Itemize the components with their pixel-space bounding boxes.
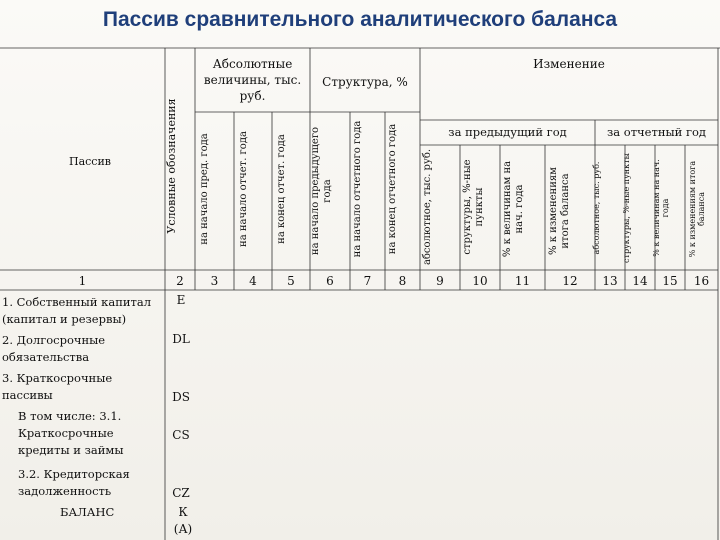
- header-prev-year: за предыдущий год: [448, 125, 567, 139]
- col-number-14: 14: [632, 274, 648, 288]
- table-row-code: DS: [172, 390, 190, 404]
- col-number-9: 9: [436, 274, 444, 288]
- page-title: Пассив сравнительного аналитического баланса: [102, 8, 618, 31]
- col-abs-3: на конец отчет. года: [276, 134, 287, 244]
- table-row-label: 1. Собственный капитал (капитал и резервы): [2, 295, 152, 326]
- col-number-11: 11: [514, 274, 531, 288]
- header-absolute: Абсолютные величины, тыс. руб.: [203, 57, 302, 103]
- col-str-1: на начало предыдущего года: [310, 126, 333, 256]
- col-prev-1: абсолютное, тыс. руб.: [422, 148, 433, 266]
- col-number-2: 2: [176, 274, 184, 288]
- table-row-label: 3.2. Кредиторская задолженность: [18, 467, 130, 498]
- col-number-3: 3: [210, 274, 219, 288]
- header-structure: Структура, %: [322, 75, 408, 89]
- col-prev-2: структуры, %-ные пункты: [462, 159, 485, 255]
- table-row-label: В том числе: 3.1. Краткосрочные кредиты и займы: [18, 409, 124, 457]
- header-report-year: за отчетный год: [606, 125, 706, 139]
- col-rep-2: структуры, %-ные пункты: [622, 153, 631, 263]
- col-number-16: 16: [693, 274, 710, 288]
- header-change: Изменение: [533, 57, 605, 71]
- col-rep-1: абсолютное, тыс. руб.: [592, 161, 601, 255]
- header-conditional: Условные обозначения: [165, 98, 178, 234]
- col-number-4: 4: [249, 274, 257, 288]
- col-str-3: на конец отчетного года: [387, 123, 398, 255]
- col-prev-4: % к изменениям итога баланса: [548, 167, 571, 255]
- col-abs-2: на начало отчет. года: [238, 131, 249, 247]
- col-number-6: 6: [326, 274, 334, 288]
- col-rep-4: % к изменениям итога баланса: [688, 160, 706, 258]
- col-number-10: 10: [472, 274, 488, 288]
- col-number-12: 12: [562, 274, 578, 288]
- table-row-label: 2. Долгосрочные обязательства: [2, 333, 106, 364]
- table-row-label: БАЛАНС: [60, 505, 115, 519]
- table-row-code: К (А): [173, 505, 193, 536]
- table-row-code: CZ: [172, 486, 190, 500]
- col-str-2: на начало отчетного года: [352, 120, 363, 258]
- col-number-1: 1: [78, 274, 87, 288]
- table-row-code: DL: [172, 332, 190, 346]
- col-number-5: 5: [287, 274, 295, 288]
- col-number-13: 13: [602, 274, 618, 288]
- col-rep-3: % к величинам на нач. года: [652, 159, 670, 257]
- table-row-code: E: [176, 293, 186, 307]
- col-number-15: 15: [662, 274, 678, 288]
- col-number-8: 8: [398, 274, 407, 288]
- col-prev-3: % к величинам на нач. года: [502, 160, 525, 258]
- table-row-code: CS: [172, 428, 190, 442]
- col-abs-1: на начало пред. года: [199, 133, 210, 245]
- header-passiv: Пассив: [69, 155, 111, 168]
- table-row-label: 3. Краткосрочные пассивы: [2, 371, 113, 402]
- col-number-7: 7: [363, 274, 372, 288]
